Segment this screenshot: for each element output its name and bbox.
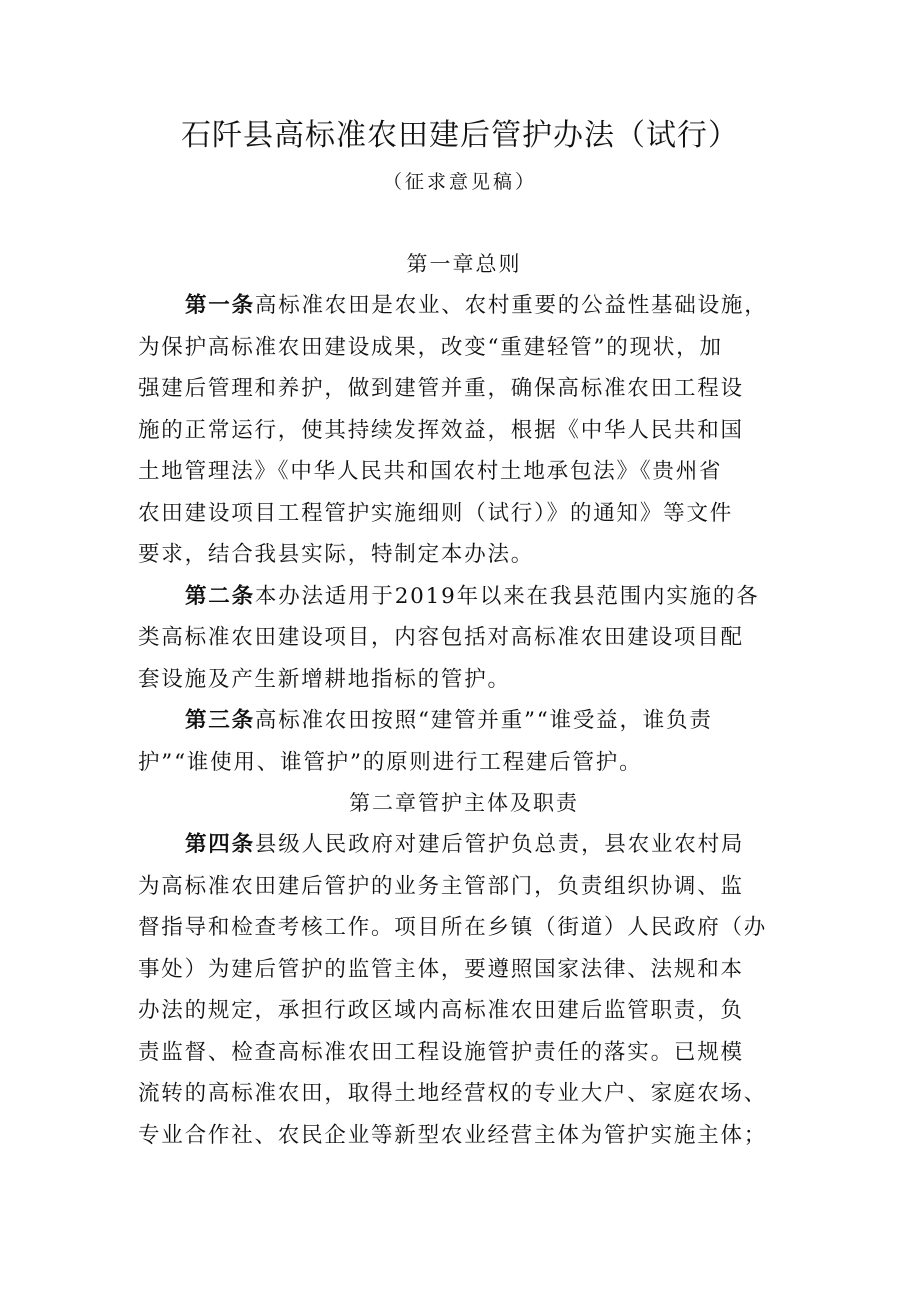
article-paragraph [138,285,790,576]
paragraph-line: 套设施及产生新增耕地指标的管护。 [138,666,511,692]
paragraph-line: 护”“谁使用、谁管护”的原则进行工程建后管护。 [138,749,643,775]
paragraph-line [138,700,790,742]
paragraph-line: 责监督、检查高标准农田工程设施管护责任的落实。已规模 [138,1039,744,1065]
paragraph-line: 专业合作社、农民企业等新型农业经营主体为管护实施主体； [138,1122,768,1148]
paragraph-line: 事处）为建后管护的监管主体，要遵照国家法律、法规和本 [138,956,744,982]
paragraph-line: 要求，结合我县实际，特制定本办法。 [138,542,535,567]
paragraph-line: 施的正常运行，使其持续发挥效益，根据《中华人民共和国 [138,417,744,443]
paragraph-line [138,576,790,618]
paragraph-line: 办法的规定，承担行政区域内高标准农田建后监管职责，负 [138,998,744,1023]
document-subtitle: （征求意见稿） [382,171,537,193]
paragraph-line [138,824,790,866]
paragraph-text: 高标准农田是农业、农村重要的公益性基础设施， [254,293,768,318]
article-paragraph [138,576,790,701]
paragraph-line: 督指导和检查考核工作。项目所在乡镇（街道）人民政府（办 [138,915,768,940]
paragraph-line: 土地管理法》《中华人民共和国农村土地承包法》《贵州省 [138,459,723,484]
article-label: 第三条 [185,708,255,733]
article-label: 第二条 [185,583,255,609]
article-paragraph [138,824,790,1156]
document-body [138,244,790,1156]
article-paragraph [138,700,790,783]
paragraph-line: 流转的高标准农田，取得土地经营权的专业大户、家庭农场、 [138,1081,768,1106]
paragraph-line: 农田建设项目工程管护实施细则（试行）》的通知》等文件 [138,500,734,526]
paragraph-text: 本办法适用于2019年以来在我县范围内实施的各 [254,583,760,609]
paragraph-line: 为高标准农田建后管护的业务主管部门，负责组织协调、监 [138,873,744,899]
chapter-heading: 第二章管护主体及职责 [349,791,579,815]
document-title: 石阡县高标准农田建后管护办法（试行） [181,118,739,153]
paragraph-text: 县级人民政府对建后管护负总责，县农业农村局 [254,832,745,857]
article-label: 第四条 [185,832,255,857]
paragraph-line: 强建后管理和养护，做到建管并重，确保高标准农田工程设 [138,376,744,401]
paragraph-line: 类高标准农田建设项目，内容包括对高标准农田建设项目配 [138,625,744,650]
paragraph-line: 为保护高标准农田建设成果，改变“重建轻管”的现状，加 [138,334,723,360]
paragraph-text: 高标准农田按照“建管并重”“谁受益，谁负责 [254,708,713,733]
article-label: 第一条 [185,293,255,318]
paragraph-line [138,285,790,327]
chapter-heading: 第一章总则 [406,252,522,276]
